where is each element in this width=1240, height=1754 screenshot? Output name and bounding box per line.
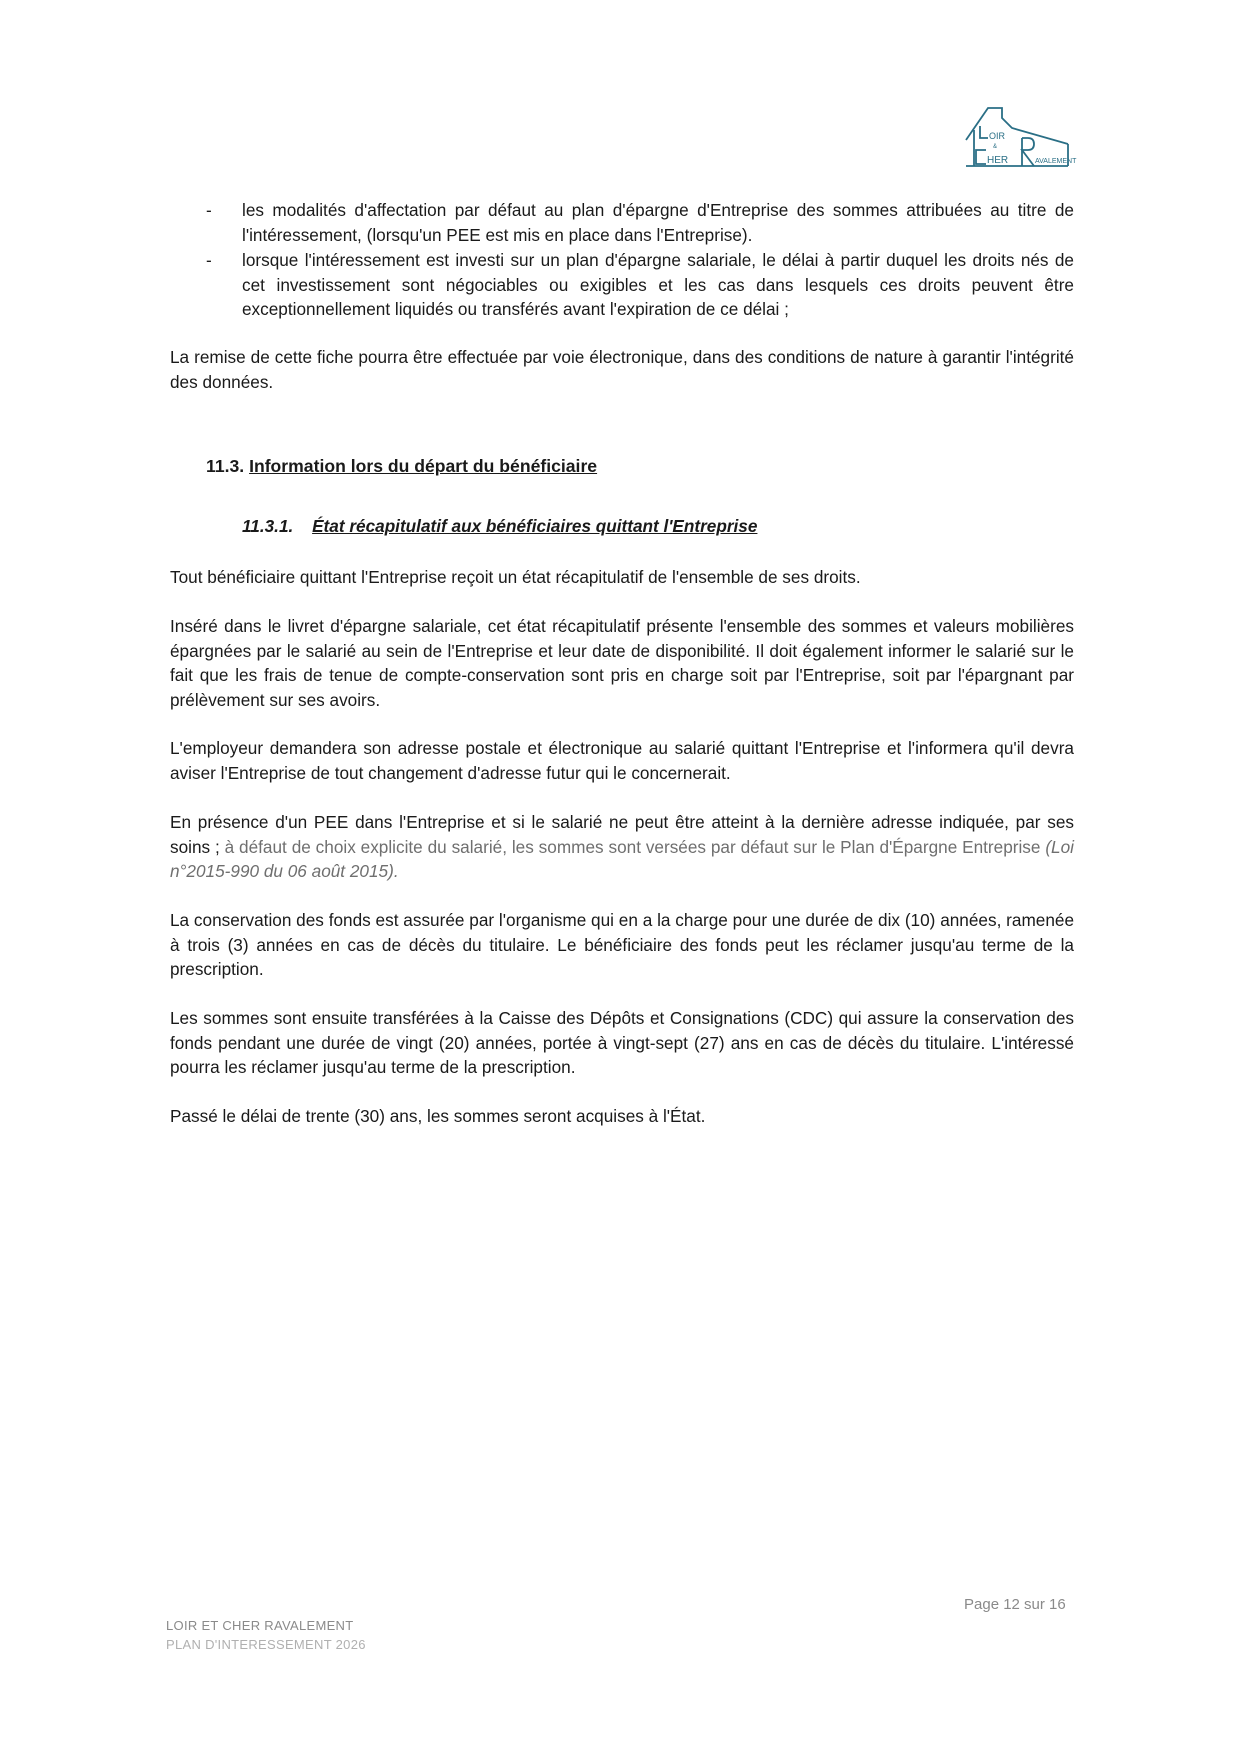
bullet-marker: - xyxy=(206,250,212,270)
bullet-text: lorsque l'intéressement est investi sur un plan d'épargne salariale, le délai à partir duquel les droits nés de cet investissement sont négociables ou exigibles et les cas dans lesquels ces droits peuvent être exceptionnellement liquidés ou transférés avant l'expiration de ce délai ; xyxy=(242,250,1074,319)
logo-text-avalement: AVALEMENT xyxy=(1035,158,1077,165)
paragraph-adresse: L'employeur demandera son adresse postale et électronique au salarié quittant l'Entreprise et l'informera qu'il devra aviser l'Entreprise de tout changement d'adresse futur qui le concernerait. xyxy=(170,738,1074,783)
logo-text-oir: OIR xyxy=(989,131,1006,141)
paragraph-conservation: La conservation des fonds est assurée par l'organisme qui en a la charge pour une durée de dix (10) années, ramenée à trois (3) années en cas de décès du titulaire. Le bénéficiaire des fonds peut les réclamer jusqu'au terme de la prescription. xyxy=(170,910,1074,979)
bullet-list xyxy=(206,198,1074,323)
section-heading xyxy=(206,456,597,477)
section-title: Information lors du départ du bénéficiaire xyxy=(249,456,598,476)
footer-document-title: PLAN D'INTERESSEMENT 2026 xyxy=(166,1637,366,1652)
company-logo xyxy=(962,104,1077,170)
paragraph-livret: Inséré dans le livret d'épargne salariale, cet état récapitulatif présente l'ensemble des sommes et valeurs mobilières épargnées par le salarié au sein de l'Entreprise et leur date de disponibilité. Il doit également informer le salarié sur le fait que les frais de tenue de compte-conservation sont pris en charge soit par l'Entreprise, soit par l'épargnant par prélèvement sur ses avoirs. xyxy=(170,616,1074,710)
paragraph-recap: Tout bénéficiaire quittant l'Entreprise reçoit un état récapitulatif de l'ensemble de ses droits. xyxy=(170,567,861,587)
section-number: 11.3. xyxy=(206,456,245,476)
subsection-number: 11.3.1. xyxy=(242,516,294,536)
paragraph-trente-ans: Passé le délai de trente (30) ans, les sommes seront acquises à l'État. xyxy=(170,1106,706,1126)
paragraph-pee-law: (Loi n°2015-990 du 06 août 2015). xyxy=(170,836,1074,881)
footer-company: LOIR ET CHER RAVALEMENT xyxy=(166,1618,354,1633)
remise-paragraph: La remise de cette fiche pourra être effectuée par voie électronique, dans des conditions de nature à garantir l'intégrité des données. xyxy=(170,347,1074,392)
bullet-text: les modalités d'affectation par défaut au plan d'épargne d'Entreprise des sommes attribuées au titre de l'intéressement, (lorsqu'un PEE est mis en place dans l'Entreprise). xyxy=(242,200,1074,245)
bullet-marker: - xyxy=(206,200,212,220)
subsection-heading xyxy=(242,516,757,537)
bullet-item xyxy=(206,198,1074,247)
bullet-item xyxy=(206,248,1074,322)
paragraph-cdc: Les sommes sont ensuite transférées à la Caisse des Dépôts et Consignations (CDC) qui assure la conservation des fonds pendant une durée de vingt (20) années, portée à vingt-sept (27) ans en cas de décès du titulaire. L'intéressé pourra les réclamer jusqu'au terme de la prescription. xyxy=(170,1008,1074,1077)
paragraph-pee xyxy=(170,810,1074,884)
paragraph-pee-part1: En présence d'un PEE dans l'Entreprise et si le salarié ne peut être atteint à la dernière adresse indiquée, par ses soins ; xyxy=(170,812,1074,857)
subsection-title: État récapitulatif aux bénéficiaires quittant l'Entreprise xyxy=(312,516,758,536)
logo-text-her: HER xyxy=(987,155,1009,166)
logo-text-amp: & xyxy=(993,144,998,150)
page-number: Page 12 sur 16 xyxy=(964,1596,1066,1613)
paragraph-pee-part2: à défaut de choix explicite du salarié, les sommes sont versées par défaut sur le Plan d'Épargne Entreprise xyxy=(219,836,1046,857)
